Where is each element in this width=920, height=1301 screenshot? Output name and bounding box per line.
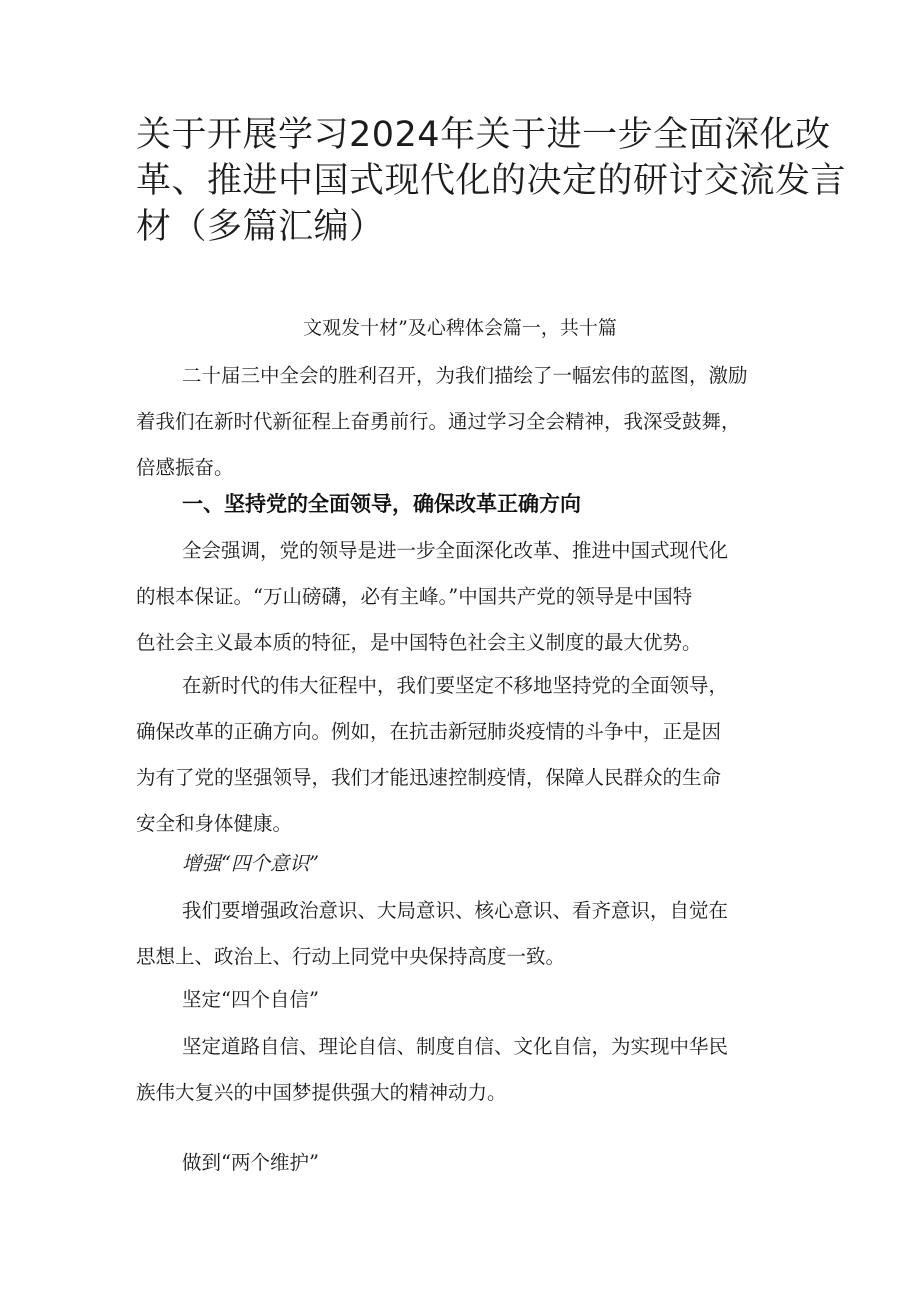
paragraph-line: 倍感振奋。 xyxy=(136,456,234,479)
body-paragraph-1 xyxy=(136,528,790,666)
paragraph-line: 坚定道路自信、理论自信、制度自信、文化自信，为实现中华民 xyxy=(182,1035,729,1058)
subsection-label-four-confidences: 坚定“四个自信” xyxy=(182,988,319,1011)
paragraph-line: 族伟大复兴的中国梦提供强大的精神动力。 xyxy=(136,1081,507,1104)
section-heading: 一、坚持党的全面领导，确保改革正确方向 xyxy=(182,492,581,516)
paragraph-line: 为有了党的坚强领导，我们才能迅速控制疫情，保障人民群众的生命 xyxy=(136,766,722,789)
intro-paragraph xyxy=(136,353,790,491)
paragraph-line: 的根本保证。“万山磅礴，必有主峰。”中国共产党的领导是中国特 xyxy=(136,585,693,608)
body-paragraph-3 xyxy=(136,888,790,980)
paragraph-line: 色社会主义最本质的特征，是中国特色社会主义制度的最大优势。 xyxy=(136,631,702,654)
paragraph-line: 思想上、政治上、行动上同党中央保持高度一致。 xyxy=(136,945,566,968)
paragraph-line: 全会强调，党的领导是进一步全面深化改革、推进中国式现代化 xyxy=(182,539,729,562)
document-subtitle: 文观发十材”及心稗体会篇一，共十篇 xyxy=(303,317,617,339)
paragraph-line: 在新时代的伟大征程中，我们要坚定不移地坚持党的全面领导， xyxy=(182,674,729,697)
body-paragraph-4 xyxy=(136,1024,790,1116)
document-title xyxy=(136,112,847,250)
subsection-label-two-upholds: 做到“两个维护” xyxy=(182,1151,319,1174)
paragraph-line: 安全和身体健康。 xyxy=(136,812,293,835)
paragraph-line: 二十届三中全会的胜利召开，为我们描绘了一幅宏伟的蓝图，激励 xyxy=(182,364,748,387)
subsection-label-four-consciousness: 增强“四个意识” xyxy=(182,852,319,875)
title-line: 关于开展学习2024年关于进一步全面深化改 xyxy=(136,115,831,155)
paragraph-line: 我们要增强政治意识、大局意识、核心意识、看齐意识，自觉在 xyxy=(182,899,729,922)
paragraph-line: 确保改革的正确方向。例如，在抗击新冠肺炎疫情的斗争中，正是因 xyxy=(136,720,722,743)
title-line: 材（多篇汇编） xyxy=(136,207,385,247)
paragraph-line: 着我们在新时代新征程上奋勇前行。通过学习全会精神，我深受鼓舞， xyxy=(136,410,741,433)
body-paragraph-2 xyxy=(136,663,790,847)
title-line: 革、推进中国式现代化的决定的研讨交流发言 xyxy=(136,161,847,201)
